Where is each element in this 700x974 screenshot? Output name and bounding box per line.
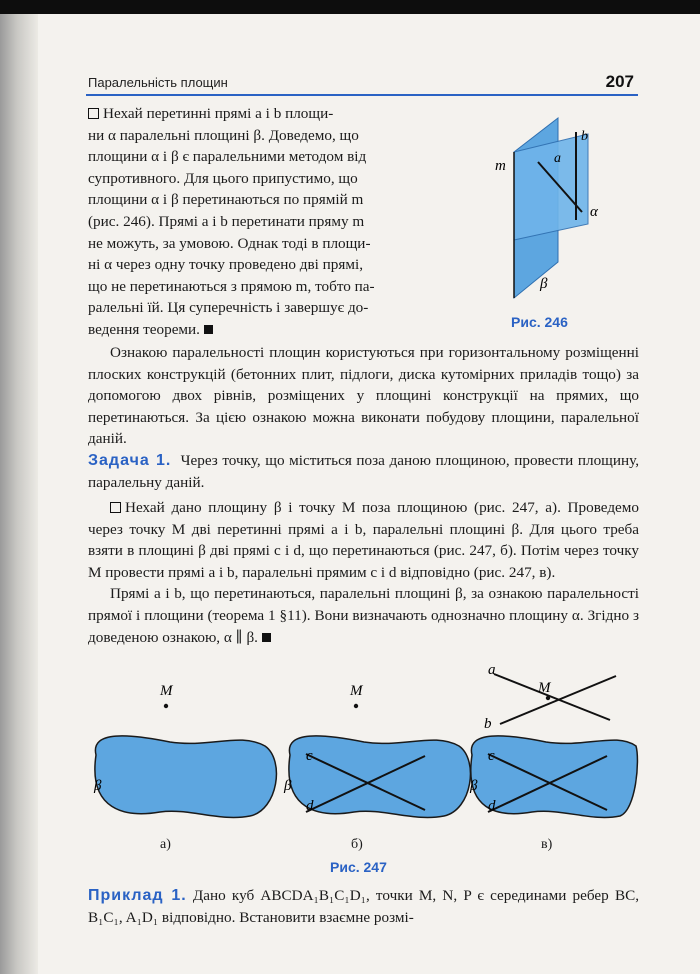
solution-block: [88, 497, 639, 648]
figure-247-caption: Рис. 247: [330, 859, 387, 875]
task-heading: Задача 1.: [88, 452, 172, 469]
label-beta-a: β: [94, 778, 102, 794]
example-1: [88, 885, 639, 928]
proof-line: ни α паралельні площині β. Доведемо, що: [88, 126, 359, 144]
label-c-b: c: [306, 748, 313, 764]
plane-beta-c: [471, 736, 638, 818]
label-beta: β: [540, 276, 548, 292]
subcaption-a: а): [160, 837, 171, 852]
end-of-solution-icon: [262, 633, 271, 642]
line-a-c: [494, 674, 610, 720]
label-d-c: d: [488, 798, 496, 814]
figure-246-caption: Рис. 246: [511, 314, 568, 330]
proof-line: Нехай перетинні прямі a і b площи-: [88, 103, 458, 125]
proof-line: площини α і β є паралельними методом від: [88, 148, 367, 166]
proof-line: супротивного. Для цього припустимо, що: [88, 169, 358, 187]
label-M-c: M: [538, 680, 551, 696]
plane-beta-a: [95, 736, 277, 818]
proof-line: площини α і β перетинаються по прямій m: [88, 191, 364, 209]
top-dark-edge: [0, 0, 700, 14]
point-M-b: [354, 704, 358, 708]
figure-247: [80, 660, 640, 840]
page-number: 207: [605, 72, 634, 91]
label-b: b: [581, 129, 588, 144]
proof-block: [88, 103, 458, 341]
point-M-c: [546, 696, 550, 700]
task-1: [88, 450, 639, 493]
label-c-c: c: [488, 748, 495, 764]
point-M-a: [164, 704, 168, 708]
task-text: Через точку, що міститься поза даною площиною, провести площину, паралельну даній.: [88, 452, 639, 491]
proof-line: що не перетинаються з прямою m, тобто па-: [88, 277, 375, 295]
label-M-a: M: [160, 683, 173, 699]
proof-start-square-icon: [88, 108, 99, 119]
proof-line: не можуть, за умовою. Однак тоді в площи-: [88, 234, 371, 252]
label-a: a: [554, 151, 561, 166]
paragraph-horizontal: Ознакою паралельності площин користуються при горизонтальному розміщенні плоских конструкцій (бетонних плит, підлоги, дискa кутомірних приладів тощо) за допомогою двох рівнів, розміщених у площині конструкції на прямих, що перетинаються. За цією ознакою можна виконати побудову площини, паралельної даній.: [88, 344, 639, 448]
label-beta-b: β: [284, 778, 292, 794]
book-spine-shadow: [0, 14, 38, 974]
label-M-b: M: [350, 683, 363, 699]
label-a-c: a: [488, 662, 496, 678]
proof-line: ралельні їй. Ця суперечність і завершує до-: [88, 299, 369, 317]
label-b-c: b: [484, 716, 492, 732]
solution-paragraph-2: Прямі a і b, що перетинаються, паралельні площині β, за ознакою паралельності прямої і площини (теорема 1 §11). Вони визначають однозначно площину α. Згідно з доведеною ознакою, α ∥ β.: [88, 585, 639, 646]
proof-line: ведення теореми.: [88, 319, 458, 341]
header-title: Паралельність площин: [88, 75, 228, 90]
label-m: m: [495, 158, 506, 174]
running-header: [86, 74, 638, 96]
solution-paragraph-1: Нехай дано площину β і точку M поза площиною (рис. 247, а). Проведемо через точку M дві перетинні прямі a і b, паралельні площині β. Для цього треба взяти в площині β дві прямі c і d, що перетинаються (рис. 247, б). Потім через точку M провести прямі a і b, паралельні прямим c і d відповідно (рис. 247, в).: [88, 499, 639, 581]
label-beta-c: β: [470, 778, 478, 794]
end-of-proof-icon: [204, 325, 213, 334]
label-d-b: d: [306, 798, 314, 814]
example-text: Дано куб ABCDA₁B₁C₁D₁, точки M, N, P є серединами ребер BC, B₁C₁, A₁D₁ відповідно. Встановити взаємне розмі-: [88, 887, 639, 926]
solution-start-square-icon: [110, 502, 121, 513]
example-heading: Приклад 1.: [88, 887, 187, 904]
subcaption-b: б): [351, 837, 363, 852]
figure-246: [478, 112, 618, 322]
subcaption-c: в): [541, 837, 553, 852]
proof-line: (рис. 246). Прямі a і b перетинати пряму m: [88, 212, 365, 230]
proof-line: ні α через одну точку проведено дві прямі,: [88, 256, 363, 274]
label-alpha: α: [590, 204, 598, 220]
